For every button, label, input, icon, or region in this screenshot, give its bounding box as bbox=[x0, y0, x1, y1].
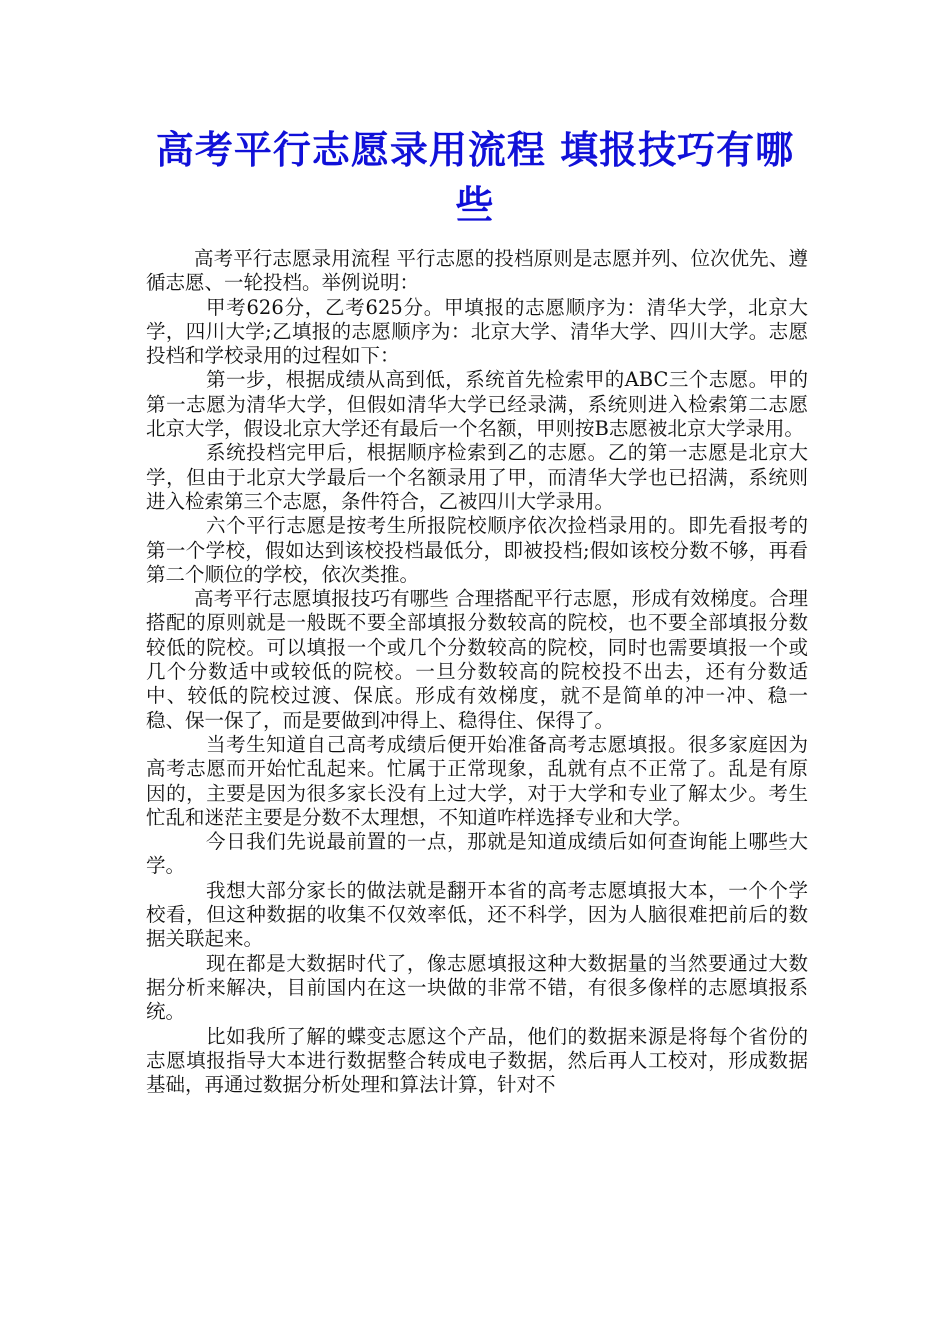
paragraph: 现在都是大数据时代了，像志愿填报这种大数据量的当然要通过大数据分析来解决，目前国内在这一块做的非常不错，有很多像样的志愿填报系统。 bbox=[146, 951, 808, 1024]
paragraph: 高考平行志愿填报技巧有哪些 合理搭配平行志愿，形成有效梯度。合理搭配的原则就是一般既不要全部填报分数较高的院校，也不要全部填报分数较低的院校。可以填报一个或几个分数较高的院校，同时也需要填报一个或几个分数适中或较低的院校。一旦分数较高的院校投不出去，还有分数适中、较低的院校过渡、保底。形成有效梯度，就不是简单的冲一冲、稳一稳、保一保了，而是要做到冲得上、稳得住、保得了。 bbox=[146, 587, 808, 732]
document-title: 高考平行志愿录用流程 填报技巧有哪些 bbox=[155, 127, 795, 227]
paragraph: 当考生知道自己高考成绩后便开始准备高考志愿填报。很多家庭因为高考志愿而开始忙乱起来。忙属于正常现象，乱就有点不正常了。乱是有原因的，主要是因为很多家长没有上过大学，对于大学和专业了解太少。考生忙乱和迷茫主要是分数不太理想，不知道咋样选择专业和大学。 bbox=[146, 732, 808, 829]
paragraph: 第一步，根据成绩从高到低，系统首先检索甲的ABC三个志愿。甲的第一志愿为清华大学，但假如清华大学已经录满，系统则进入检索第二志愿北京大学，假设北京大学还有最后一个名额，甲则按B志愿被北京大学录用。 bbox=[146, 368, 808, 441]
paragraph: 六个平行志愿是按考生所报院校顺序依次捡档录用的。即先看报考的第一个学校，假如达到该校投档最低分，即被投档;假如该校分数不够，再看第二个顺位的学校，依次类推。 bbox=[146, 514, 808, 586]
paragraph: 系统投档完甲后，根据顺序检索到乙的志愿。乙的第一志愿是北京大学，但由于北京大学最后一个名额录用了甲，而清华大学也已招满，系统则进入检索第三个志愿，条件符合，乙被四川大学录用。 bbox=[146, 441, 808, 513]
paragraph: 比如我所了解的蝶变志愿这个产品，他们的数据来源是将每个省份的志愿填报指导大本进行数据整合转成电子数据，然后再人工校对，形成数据基础，再通过数据分析处理和算法计算，针对不 bbox=[146, 1024, 808, 1097]
document-body bbox=[146, 247, 808, 1097]
paragraph: 我想大部分家长的做法就是翻开本省的高考志愿填报大本，一个个学校看，但这种数据的收集不仅效率低，还不科学，因为人脑很难把前后的数据关联起来。 bbox=[146, 878, 808, 951]
paragraph: 今日我们先说最前置的一点，那就是知道成绩后如何查询能上哪些大学。 bbox=[146, 830, 808, 878]
paragraph: 甲考626分，乙考625分。甲填报的志愿顺序为：清华大学，北京大学，四川大学;乙填报的志愿顺序为：北京大学、清华大学、四川大学。志愿投档和学校录用的过程如下： bbox=[146, 295, 808, 368]
paragraph: 高考平行志愿录用流程 平行志愿的投档原则是志愿并列、位次优先、遵循志愿、一轮投档。举例说明： bbox=[146, 247, 808, 295]
